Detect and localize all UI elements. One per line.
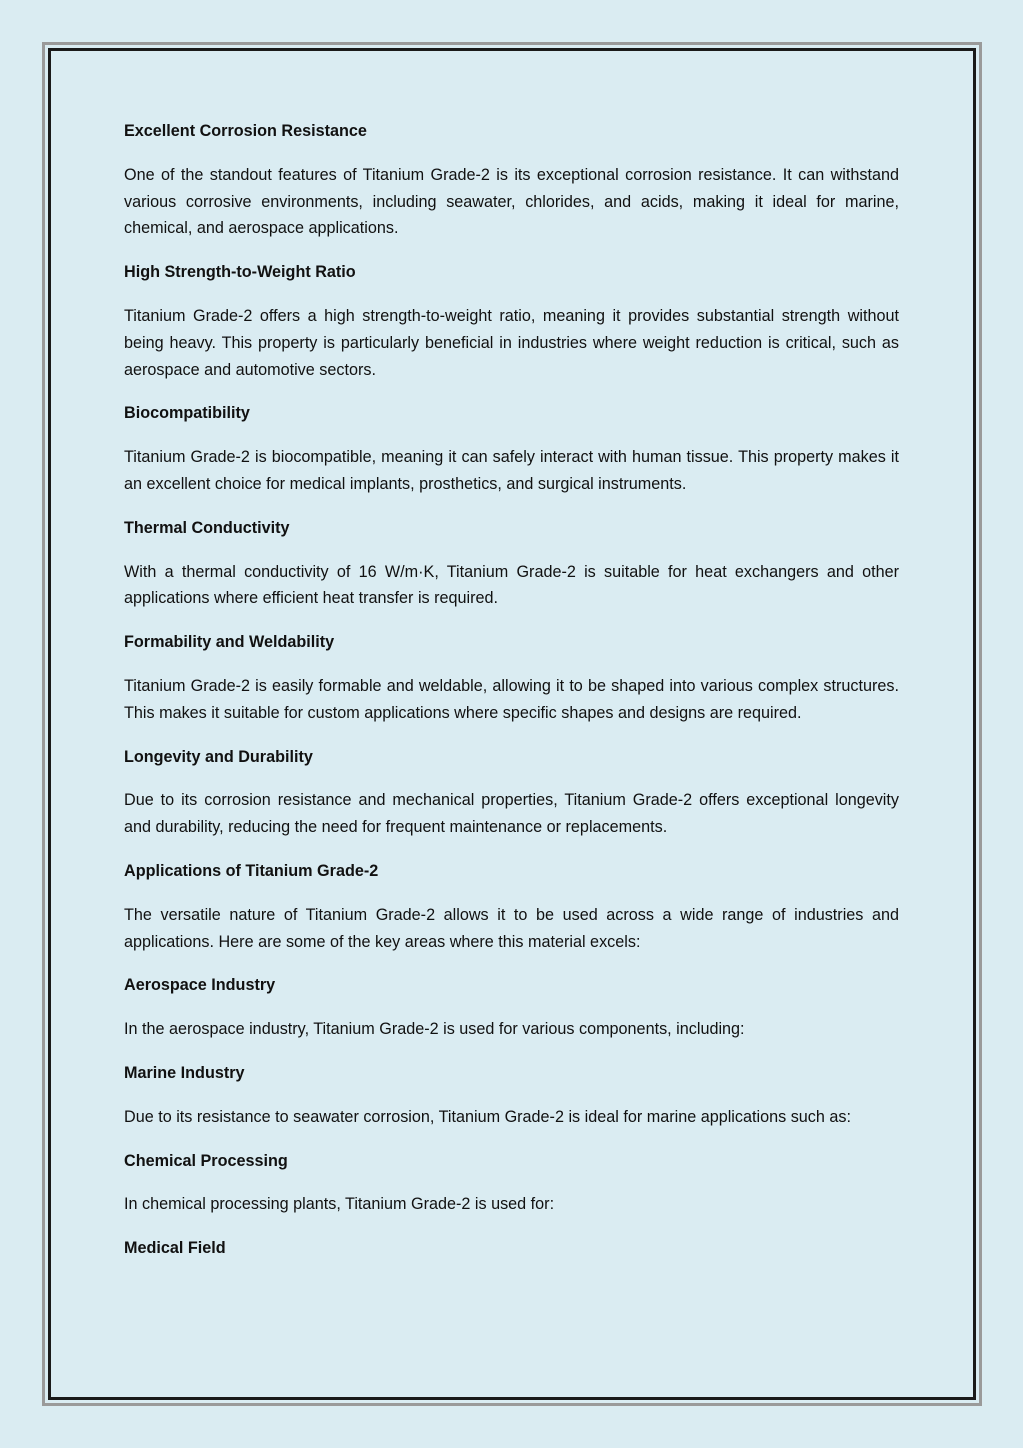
- section-body-applications: The versatile nature of Titanium Grade-2 allows it to be used across a wide range of industries and applications. Here are some of the key areas where this material excels:: [124, 905, 899, 951]
- section-heading-corrosion: Excellent Corrosion Resistance: [124, 122, 367, 140]
- section-heading-formability: Formability and Weldability: [124, 633, 335, 652]
- section-body-formability: Titanium Grade-2 is easily formable and weldable, allowing it to be shaped into various complex structures. This makes it suitable for custom applications where specific shapes and designs are required.: [124, 676, 899, 722]
- section-heading-longevity: Longevity and Durability: [124, 747, 313, 766]
- section-body-marine: Due to its resistance to seawater corrosion, Titanium Grade-2 is ideal for marine applications such as:: [124, 1107, 851, 1126]
- section-body-strength: Titanium Grade-2 offers a high strength-to-weight ratio, meaning it provides substantial strength without being heavy. This property is particularly beneficial in industries where weight reduction is critical, such as aerospace and automotive sectors.: [124, 306, 899, 379]
- section-body-thermal: With a thermal conductivity of 16 W/m·K, Titanium Grade-2 is suitable for heat exchangers and other applications where efficient heat transfer is required.: [124, 562, 899, 608]
- document-body: [124, 118, 899, 1279]
- section-heading-strength: High Strength-to-Weight Ratio: [124, 263, 356, 282]
- section-heading-medical: Medical Field: [124, 1239, 226, 1258]
- section-heading-marine: Marine Industry: [124, 1063, 245, 1082]
- section-body-biocompatibility: Titanium Grade-2 is biocompatible, meaning it can safely interact with human tissue. This property makes it an excellent choice for medical implants, prosthetics, and surgical instruments.: [124, 448, 899, 493]
- section-body-corrosion: One of the standout features of Titanium Grade-2 is its exceptional corrosion resistance. It can withstand various corrosive environments, including seawater, chlorides, and acids, making it ideal for marine, chemical, and aerospace applications.: [124, 165, 899, 238]
- section-heading-biocompatibility: Biocompatibility: [124, 404, 250, 423]
- section-body-chemical: In chemical processing plants, Titanium Grade-2 is used for:: [124, 1195, 555, 1214]
- section-heading-thermal: Thermal Conductivity: [124, 518, 290, 537]
- section-body-longevity: Due to its corrosion resistance and mechanical properties, Titanium Grade-2 offers exceptional longevity and durability, reducing the need for frequent maintenance or replacements.: [124, 791, 899, 837]
- section-heading-chemical: Chemical Processing: [124, 1151, 288, 1170]
- section-heading-applications: Applications of Titanium Grade-2: [124, 861, 379, 880]
- section-body-aerospace: In the aerospace industry, Titanium Grade-2 is used for various components, including:: [124, 1020, 745, 1039]
- section-heading-aerospace: Aerospace Industry: [124, 976, 276, 995]
